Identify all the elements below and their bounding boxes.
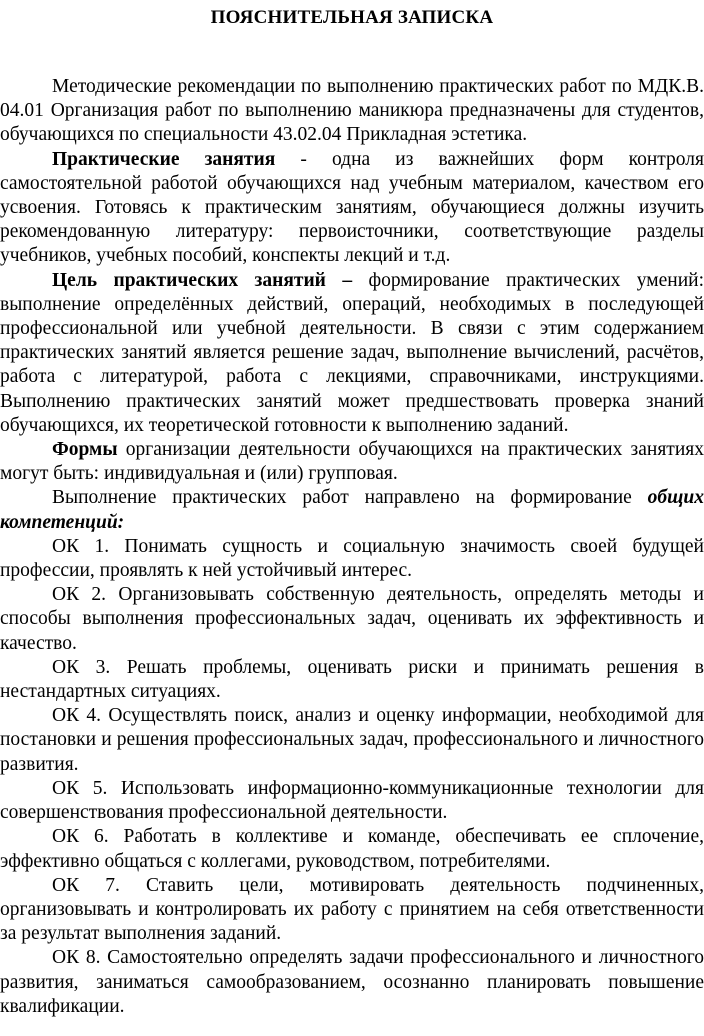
goal-term: Цель практических занятий – <box>52 269 353 291</box>
competency-item-ok6: ОК 6. Работать в коллективе и команде, обеспечивать ее сплочение, эффективно общаться с коллегами, руководством, потребителями. <box>0 826 704 872</box>
competency-item-ok4: ОК 4. Осуществлять поиск, анализ и оценку информации, необходимой для постановки и решения профессиональных задач, профессионального и личностного развития. <box>0 705 704 775</box>
document-body <box>0 75 704 1019</box>
forms-text: организации деятельности обучающихся на практических занятиях могут быть: индивидуальная и (или) групповая. <box>0 439 704 485</box>
competency-item-ok8: ОК 8. Самостоятельно определять задачи профессионального и личностного развития, заниматься самообразованием, осознанно планировать повышение квалификации. <box>0 947 704 1017</box>
page-title: ПОЯСНИТЕЛЬНАЯ ЗАПИСКА <box>210 7 494 28</box>
competency-item-ok2: ОК 2. Организовывать собственную деятельность, определять методы и способы выполнения профессиональных задач, оценивать их эффективность и качество. <box>0 584 704 654</box>
practice-text: - одна из важнейших форм контроля самостоятельной работой обучающихся над учебным материалом, качеством его усвоения. Готовясь к практическим занятиям, обучающиеся должны изучить рекомендованную литературу: первоисточники, соответствующие разделы учебников, учебных пособий, конспекты лекций и т.д. <box>0 148 704 267</box>
goal-text: формирование практических умений: выполнение определённых действий, операций, необходимых в последующей профессиональной или учебной деятельности. В связи с этим содержанием практических занятий является решение задач, выполнение вычислений, расчётов, работа с литературой, работа с лекциями, справочниками, инструкциями. Выполнению практических занятий может предшествовать проверка знаний обучающихся, их теоретической готовности к выполнению заданий. <box>0 269 704 436</box>
competencies-term: общих компетенций: <box>0 487 704 533</box>
practice-term: Практические занятия <box>52 148 276 170</box>
competency-item-ok5: ОК 5. Использовать информационно-коммуникационные технологии для совершенствования профессиональной деятельности. <box>0 777 704 824</box>
competencies-intro-text: Выполнение практических работ направлено на формирование <box>52 487 648 509</box>
competency-item-ok7: ОК 7. Ставить цели, мотивировать деятельность подчиненных, организовывать и контролировать их работу с принятием на себя ответственности за результат выполнения заданий. <box>0 874 704 945</box>
practice-paragraph <box>0 148 704 269</box>
competencies-intro-paragraph <box>0 486 704 534</box>
forms-term: Формы <box>52 439 118 461</box>
competency-item-ok3: ОК 3. Решать проблемы, оценивать риски и принимать решения в нестандартных ситуациях. <box>0 656 704 703</box>
forms-paragraph <box>0 438 704 486</box>
competency-item-ok1: ОК 1. Понимать сущность и социальную значимость своей будущей профессии, проявлять к ней устойчивый интерес. <box>0 535 704 582</box>
goal-paragraph <box>0 269 704 438</box>
intro-paragraph: Методические рекомендации по выполнению практических работ по МДК.В. 04.01 Организация работ по выполнению маникюра предназначены для студентов, обучающихся по специальности 43.02.04 Прикладная эстетика. <box>0 76 704 146</box>
